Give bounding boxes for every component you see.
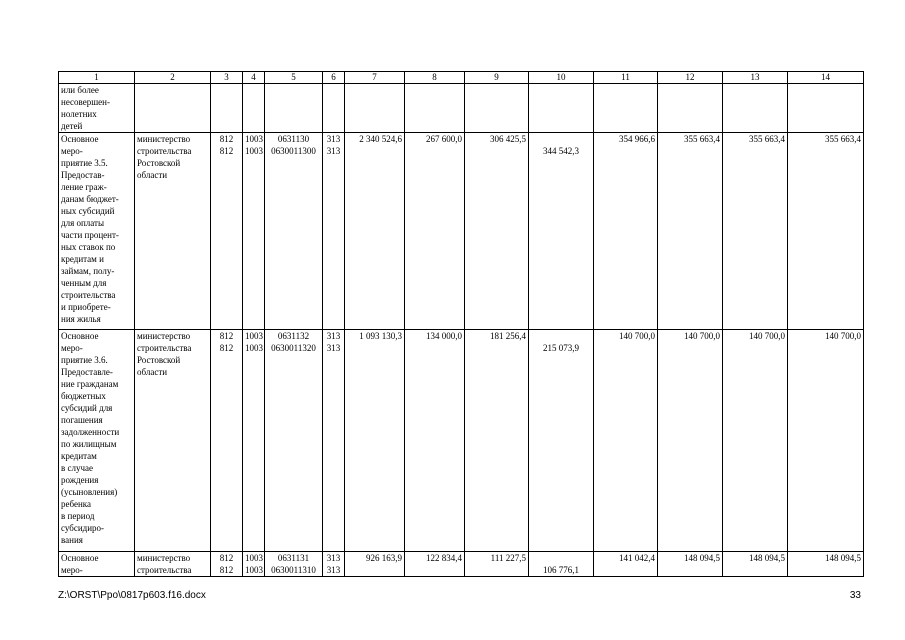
- code-value: 812: [219, 343, 234, 353]
- grbs-cell: [211, 133, 243, 330]
- code-value: 1003: [245, 343, 263, 353]
- responsible-cell: министерство строительства: [135, 552, 211, 577]
- year-cell: 134 000,0: [405, 330, 465, 552]
- table-row: [59, 84, 864, 133]
- csr-cell: [265, 330, 323, 552]
- csr-cell: [265, 552, 323, 577]
- year-cell: 122 834,4: [405, 552, 465, 577]
- code-value: 0631132: [277, 331, 310, 341]
- year-cell: [529, 330, 594, 552]
- code-value: 0631130: [277, 134, 310, 144]
- code-value: 0631131: [277, 553, 310, 563]
- grbs-cell: [211, 552, 243, 577]
- header-cell: 14: [788, 72, 864, 84]
- code-value: 313: [326, 146, 341, 156]
- header-cell: 11: [594, 72, 658, 84]
- rzpr-cell: [243, 330, 265, 552]
- table-header-row: [59, 72, 864, 84]
- code-value: 313: [326, 565, 341, 575]
- csr-cell: [265, 133, 323, 330]
- file-path: Z:\ORST\Ppo\0817p603.f16.docx: [58, 590, 206, 601]
- code-value: 812: [219, 331, 234, 341]
- year-cell: 140 700,0: [723, 330, 788, 552]
- table-row: [59, 330, 864, 552]
- total-cell: 2 340 524,6: [345, 133, 405, 330]
- page-number: 33: [849, 590, 861, 601]
- year-cell: [405, 84, 465, 133]
- rzpr-cell: [243, 133, 265, 330]
- measure-name-cell: или более несовершен- нолетних детей: [59, 84, 135, 133]
- code-value: 1003: [245, 565, 263, 575]
- table-row: [59, 552, 864, 577]
- vr-cell: [323, 133, 345, 330]
- responsible-cell: [135, 84, 211, 133]
- header-cell: 8: [405, 72, 465, 84]
- header-cell: 10: [529, 72, 594, 84]
- total-cell: [345, 84, 405, 133]
- header-cell: 3: [211, 72, 243, 84]
- code-value: 0630011300: [271, 146, 316, 156]
- code-value: 812: [219, 134, 234, 144]
- year-cell: [723, 84, 788, 133]
- header-cell: 13: [723, 72, 788, 84]
- year-cell: 148 094,5: [723, 552, 788, 577]
- vr-cell: [323, 330, 345, 552]
- code-value: 1003: [245, 146, 263, 156]
- year-cell: 141 042,4: [594, 552, 658, 577]
- year-cell: 140 700,0: [594, 330, 658, 552]
- measure-name-cell: Основное меро- приятие 3.5. Предостав- ление граж- данам бюджет- ных субсидий для оплаты части процент- ных ставок по кредитам и займам, полу- ченным для строительства и приобрете- ния жилья: [59, 133, 135, 330]
- header-cell: 2: [135, 72, 211, 84]
- responsible-cell: министерство строительства Ростовской области: [135, 330, 211, 552]
- header-cell: 12: [658, 72, 723, 84]
- code-value: 313: [326, 343, 341, 353]
- table-row: [59, 133, 864, 330]
- code-value: 812: [219, 146, 234, 156]
- code-value: 0630011310: [271, 565, 316, 575]
- csr-cell: [265, 84, 323, 133]
- year-cell: 148 094,5: [658, 552, 723, 577]
- year-cell: 181 256,4: [465, 330, 529, 552]
- year-value: 344 542,3: [543, 146, 579, 156]
- rzpr-cell: [243, 84, 265, 133]
- grbs-cell: [211, 84, 243, 133]
- year-cell: [594, 84, 658, 133]
- vr-cell: [323, 84, 345, 133]
- code-value: 812: [219, 565, 234, 575]
- total-cell: 926 163,9: [345, 552, 405, 577]
- year-cell: 355 663,4: [658, 133, 723, 330]
- header-cell: 6: [323, 72, 345, 84]
- code-value: 1003: [245, 553, 263, 563]
- year-cell: [788, 84, 864, 133]
- code-value: 313: [326, 134, 341, 144]
- measure-name-cell: Основное меро- приятие 3.6. Предоставле- ние гражданам бюджетных субсидий для погашения задолженности по жилищным кредитам в случае рождения (усыновления) ребенка в период субсидиро- вания: [59, 330, 135, 552]
- year-cell: [529, 552, 594, 577]
- responsible-cell: министерство строительства Ростовской области: [135, 133, 211, 330]
- year-cell: 354 966,6: [594, 133, 658, 330]
- code-value: 0630011320: [271, 343, 316, 353]
- code-value: 1003: [245, 134, 263, 144]
- grbs-cell: [211, 330, 243, 552]
- header-cell: 9: [465, 72, 529, 84]
- rzpr-cell: [243, 552, 265, 577]
- code-value: 313: [326, 553, 341, 563]
- year-value: 106 776,1: [543, 565, 579, 575]
- code-value: 313: [326, 331, 341, 341]
- header-cell: 5: [265, 72, 323, 84]
- header-cell: 1: [59, 72, 135, 84]
- year-cell: 306 425,5: [465, 133, 529, 330]
- total-cell: 1 093 130,3: [345, 330, 405, 552]
- year-value: 215 073,9: [543, 343, 579, 353]
- year-cell: 267 600,0: [405, 133, 465, 330]
- year-cell: [465, 84, 529, 133]
- year-cell: [529, 84, 594, 133]
- measure-name-cell: Основное меро-: [59, 552, 135, 577]
- year-cell: 148 094,5: [788, 552, 864, 577]
- year-cell: 140 700,0: [788, 330, 864, 552]
- year-cell: 355 663,4: [788, 133, 864, 330]
- code-value: 1003: [245, 331, 263, 341]
- year-cell: 355 663,4: [723, 133, 788, 330]
- header-cell: 7: [345, 72, 405, 84]
- budget-table: [58, 71, 864, 577]
- vr-cell: [323, 552, 345, 577]
- year-cell: [529, 133, 594, 330]
- code-value: 812: [219, 553, 234, 563]
- year-cell: [658, 84, 723, 133]
- year-cell: 111 227,5: [465, 552, 529, 577]
- year-cell: 140 700,0: [658, 330, 723, 552]
- header-cell: 4: [243, 72, 265, 84]
